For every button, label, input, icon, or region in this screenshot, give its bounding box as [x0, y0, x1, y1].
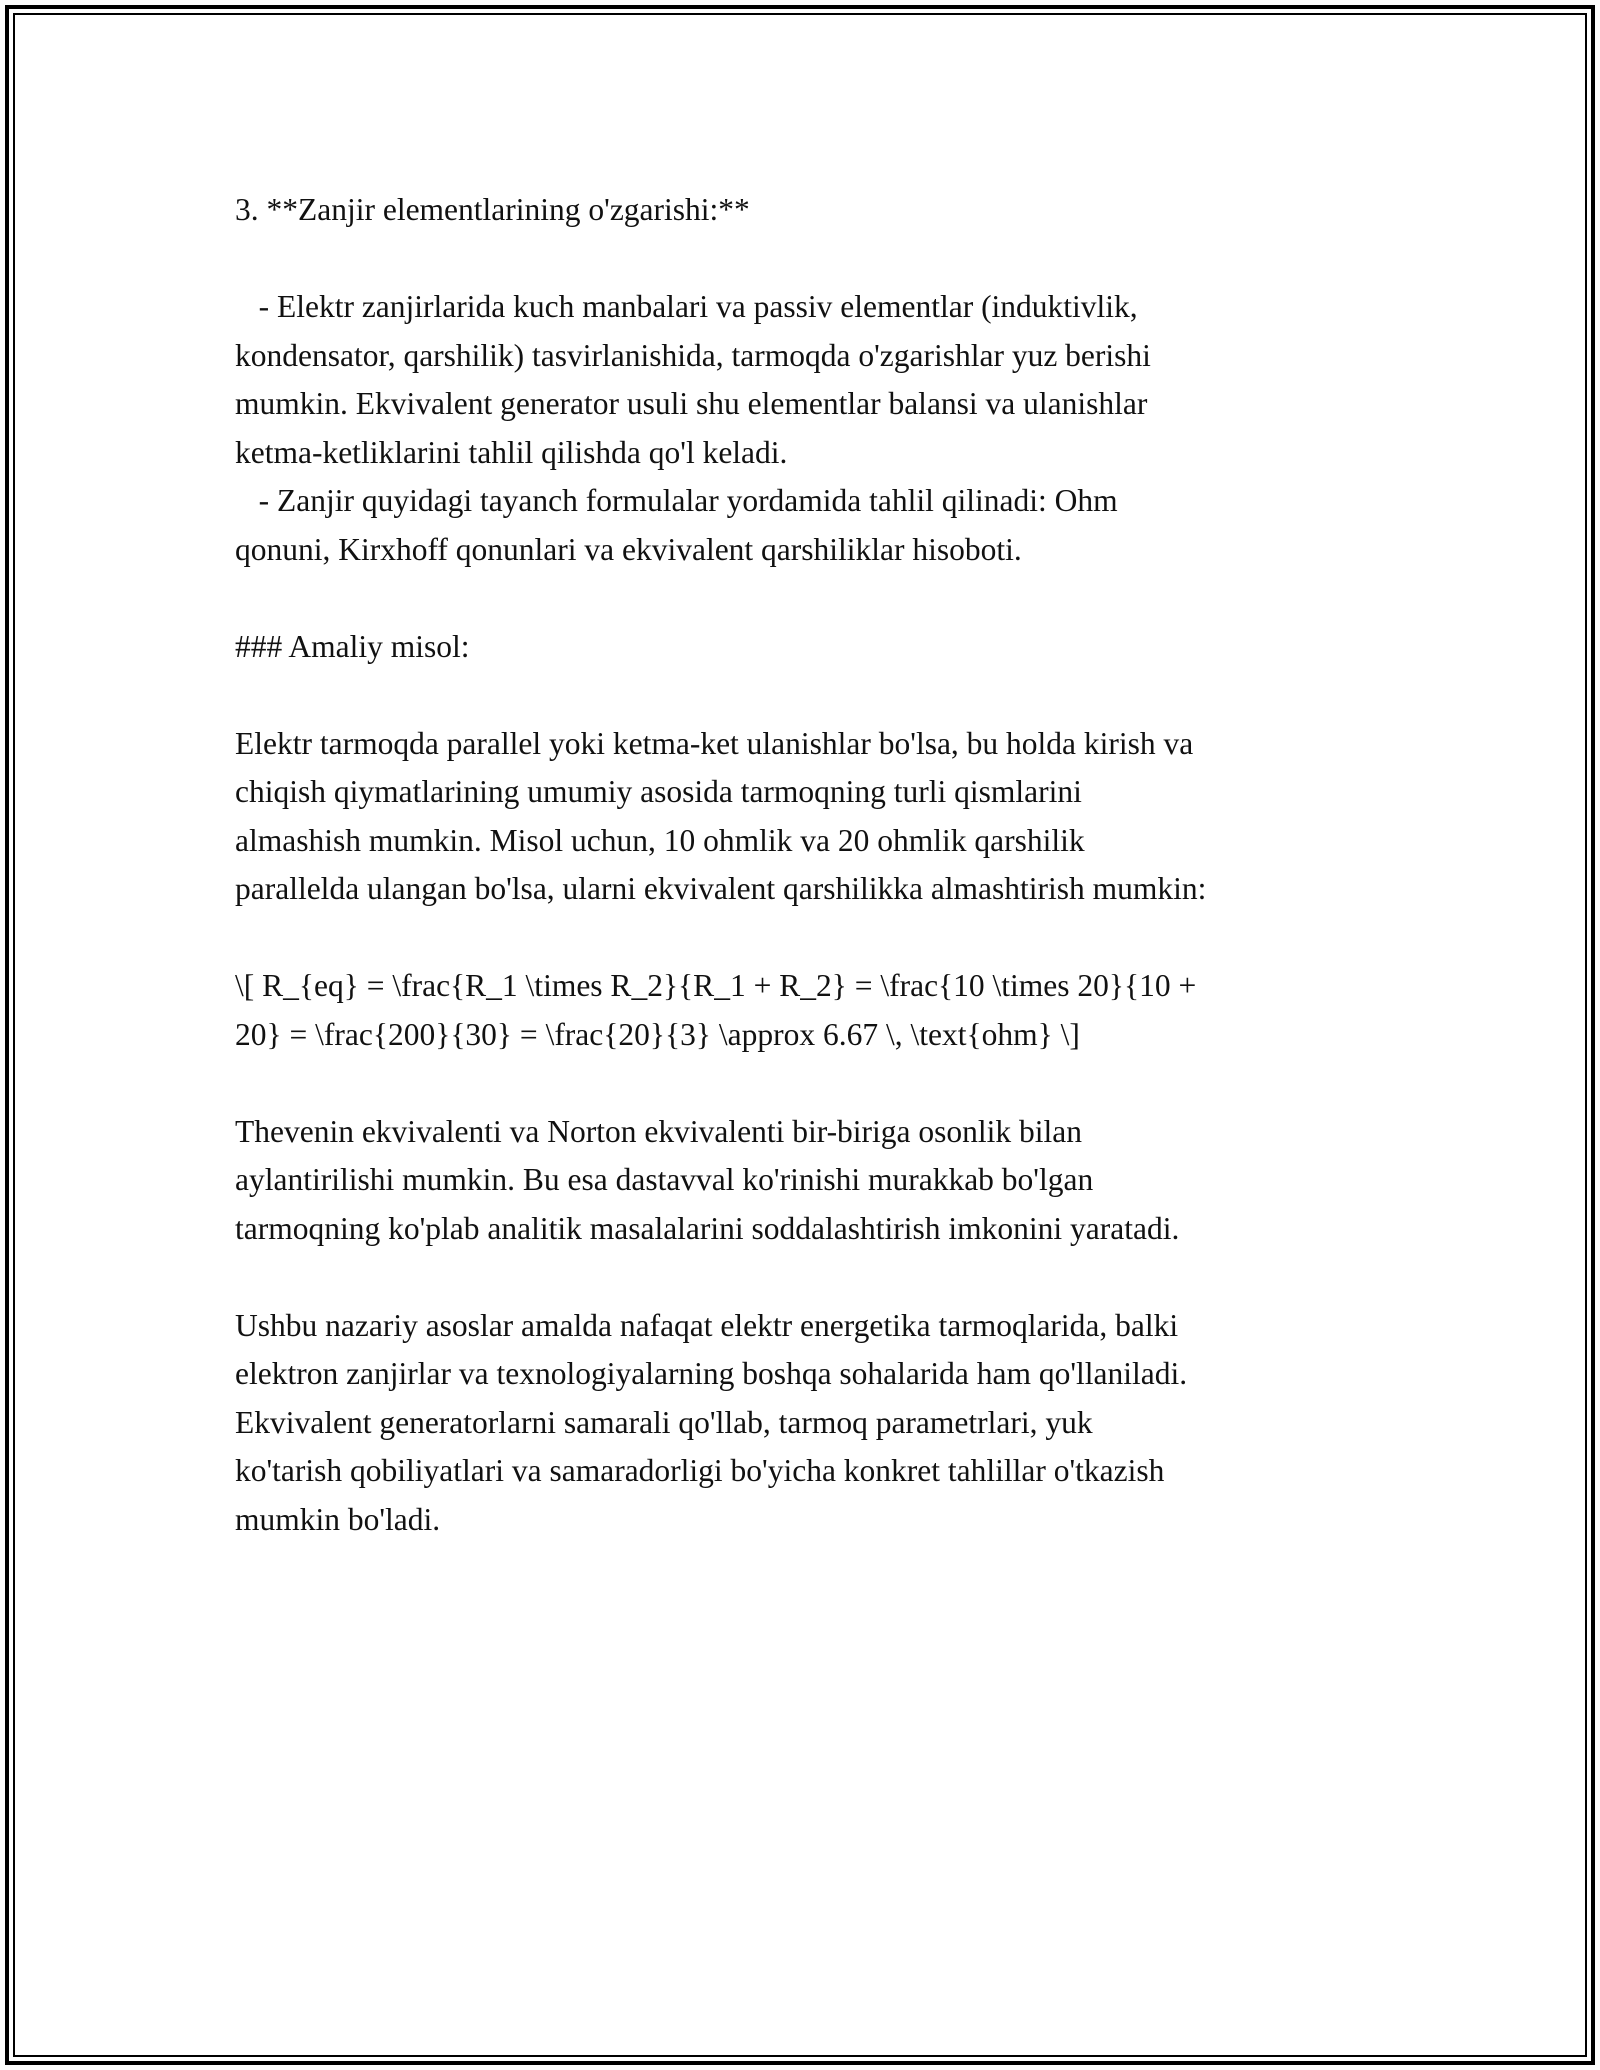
- blank-line: [235, 914, 1370, 963]
- blank-line: [235, 1253, 1370, 1302]
- blank-line: [235, 671, 1370, 720]
- text-line: ko'tarish qobiliyatlari va samaradorligi bo'yicha konkret tahlillar o'tkazish: [235, 1453, 1165, 1488]
- text-line: kondensator, qarshilik) tasvirlanishida, tarmoqda o'zgarishlar yuz berishi: [235, 337, 1151, 373]
- text-line: qonuni, Kirxhoff qonunlari va ekvivalent qarshiliklar hisoboti.: [235, 531, 1022, 567]
- subsection-heading: ### Amaliy misol:: [235, 628, 470, 664]
- text-line: Ekvivalent generatorlarni samarali qo'llab, tarmoq parametrlari, yuk: [235, 1404, 1093, 1440]
- document-body: [235, 186, 1370, 1544]
- section-heading: 3. **Zanjir elementlarining o'zgarishi:**: [235, 192, 750, 227]
- text-line: ketma-ketliklarini tahlil qilishda qo'l keladi.: [235, 434, 788, 470]
- text-line: Thevenin ekvivalenti va Norton ekvivalenti bir-biriga osonlik bilan: [235, 1113, 1083, 1149]
- text-line: mumkin. Ekvivalent generator usuli shu elementlar balansi va ulanishlar: [235, 386, 1148, 421]
- text-line: aylantirilishi mumkin. Bu esa dastavval ko'rinishi murakkab bo'lgan: [235, 1162, 1094, 1197]
- text-line: elektron zanjirlar va texnologiyalarning boshqa sohalarida ham qo'llaniladi.: [235, 1356, 1188, 1391]
- text-line: almashish mumkin. Misol uchun, 10 ohmlik va 20 ohmlik qarshilik: [235, 822, 1085, 858]
- text-line: tarmoqning ko'plab analitik masalalarini soddalashtirish imkonini yaratadi.: [235, 1210, 1180, 1246]
- formula-line: \[ R_{eq} = \frac{R_1 \times R_2}{R_1 + R_2} = \frac{10 \times 20}{10 +: [235, 968, 1197, 1003]
- text-line: mumkin bo'ladi.: [235, 1501, 441, 1537]
- formula-line: 20} = \frac{200}{30} = \frac{20}{3} \approx 6.67 \, \text{ohm} \]: [235, 1016, 1080, 1052]
- text-line: chiqish qiymatlarining umumiy asosida tarmoqning turli qismlarini: [235, 774, 1082, 809]
- blank-line: [235, 574, 1370, 623]
- text-line: Elektr tarmoqda parallel yoki ketma-ket ulanishlar bo'lsa, bu holda kirish va: [235, 725, 1194, 761]
- blank-line: [235, 1059, 1370, 1108]
- bullet-line: - Elektr zanjirlarida kuch manbalari va passiv elementlar (induktivlik,: [235, 289, 1138, 324]
- text-line: parallelda ulangan bo'lsa, ularni ekvivalent qarshilikka almashtirish mumkin:: [235, 871, 1207, 906]
- blank-line: [235, 235, 1370, 284]
- bullet-line: - Zanjir quyidagi tayanch formulalar yordamida tahlil qilinadi: Ohm: [235, 483, 1118, 518]
- text-line: Ushbu nazariy asoslar amalda nafaqat elektr energetika tarmoqlarida, balki: [235, 1307, 1179, 1343]
